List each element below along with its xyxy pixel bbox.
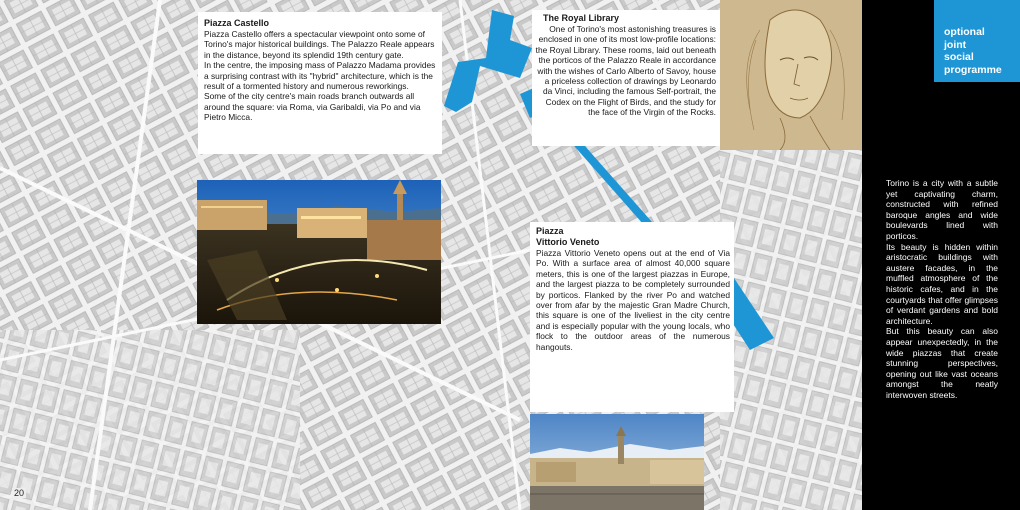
badge-line-4: programme <box>944 63 1002 76</box>
royal-library-text: One of Torino's most astonishing treasures is enclosed in one of its most low-profile locations: the Royal Library. These rooms, laid out beneath the porticos of the Palazzo Reale in accordance with the wishes of Carlo Alberto of Savoy, house a priceless collection of drawings by Leonardo da Vinci, including the famous Self-portrait, the Codex on the Flight of Birds, and the study for the face of the Virgin of the Rocks. <box>535 24 716 118</box>
piazza-castello-text: Piazza Castello offers a spectacular viewpoint onto some of Torino's major historical buildings. The Palazzo Reale appears in the distance, beyond its splendid 19th century gate. In the centre, the imposing mass of Palazzo Madama provides a surprising contrast with its "hybrid" architecture, which is the result of a tormented history and numerous reworkings. Some of the city centre's main roads branch outwards all around the square: via Roma, via Garibaldi, via Po and via Pietro Micca. <box>204 29 436 123</box>
badge-line-3: social <box>944 51 974 64</box>
piazza-castello-title: Piazza Castello <box>204 18 270 28</box>
piazza-vittorio-panel <box>530 222 734 412</box>
royal-library-title: The Royal Library <box>543 13 620 23</box>
piazza-vittorio-title-block <box>536 226 730 248</box>
piazza-vittorio-text: Piazza Vittorio Veneto opens out at the end of Via Po. With a surface area of almost 40,000 square meters, this is one of the largest piazzas in Europe, and the largest piazza to be completely surrounded by porticos. Flanked by the river Po and watched over from afar by the majestic Gran Madre Church, this square is one of the liveliest in the city centre and is especially popular with the young locals, who flock to the outdoor areas of the numerous hangouts. <box>536 248 730 352</box>
torino-intro <box>886 178 998 400</box>
leonardo-drawing-image <box>720 0 862 150</box>
intro-paragraph-1: Torino is a city with a subtle yet captivating charm, constructed with refined baroque angles and wide boulevards lined with porticos. <box>886 178 998 241</box>
royal-palace-shape <box>444 10 532 112</box>
piazza-castello-photo <box>197 180 441 324</box>
badge-line-1: optional <box>944 26 985 38</box>
piazza-vittorio-title-line2: Vittorio Veneto <box>536 237 600 247</box>
royal-library-panel <box>532 10 720 146</box>
badge-line-2: joint <box>944 38 967 51</box>
piazza-castello-panel <box>198 12 442 154</box>
intro-paragraph-3: But this beauty can also appear unexpectedly, in the wide piazzas that create stunning perspectives, opening out like vast oceans amongst the neatly interwoven streets. <box>886 326 998 400</box>
intro-paragraph-2: Its beauty is hidden within aristocratic buildings with austere facades, in the muffled atmosphere of the historic cafes, and in the courtyards that offer glimpses of verdant gardens and bold architecture. <box>886 241 998 326</box>
social-programme-badge <box>934 0 1020 82</box>
piazza-vittorio-title-line1: Piazza <box>536 226 564 236</box>
piazza-vittorio-photo <box>530 414 704 510</box>
page-number: 20 <box>14 488 25 498</box>
